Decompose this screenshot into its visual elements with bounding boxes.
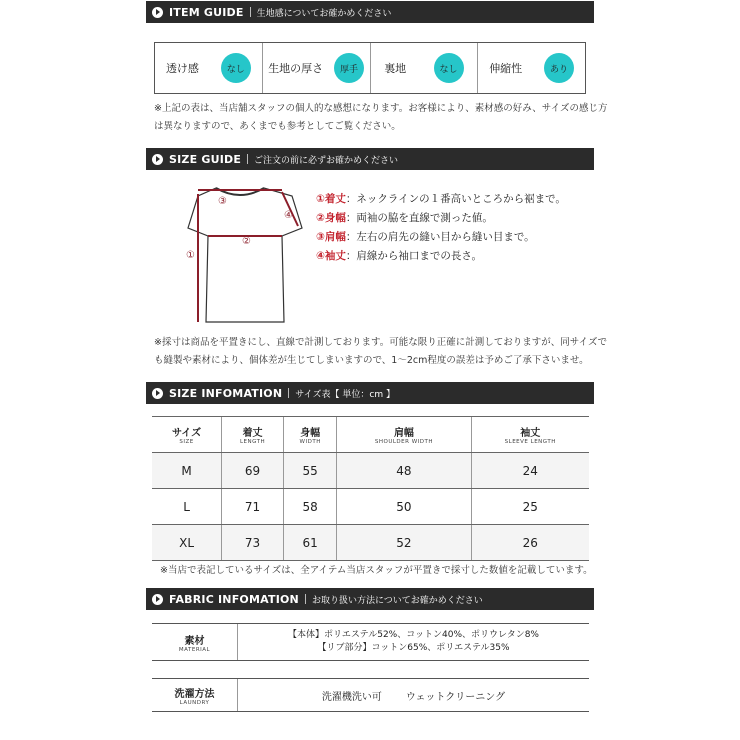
cell-sleeve: 25: [471, 489, 589, 525]
attr-value-badge: なし: [221, 53, 251, 83]
attr-value-badge: 厚手: [334, 53, 364, 83]
header-shoulder-width: 肩幅 SHOULDER WIDTH: [337, 417, 471, 453]
material-row: [152, 623, 589, 661]
section-title: SIZE GUIDE: [169, 152, 242, 166]
table-header-row: [152, 417, 589, 453]
size-guide-header: [146, 148, 594, 170]
cell-sleeve: 24: [471, 453, 589, 489]
arrow-circle-icon: [152, 154, 163, 165]
note-line: も縫製や素材により、個体差が生じてしまいますので、1〜2cm程度の誤差は予めご了承下さいませ。: [154, 355, 589, 366]
cell-shoulder: 52: [337, 525, 471, 561]
cell-size: L: [152, 489, 222, 525]
note-line: は異なりますので、あくまでも参考としてご覧ください。: [154, 121, 401, 132]
mark-length: ①: [186, 250, 195, 261]
cell-width: 61: [284, 525, 337, 561]
laundry-value: 洗濯機洗い可 ウェットクリーニング: [321, 691, 506, 703]
section-subtitle: ご注文の前に必ずお確かめください: [254, 155, 399, 166]
header-sleeve-length: 袖丈 SLEEVE LENGTH: [471, 417, 589, 453]
note-line: ※上記の表は、当店舗スタッフの個人的な感想になります。お客様により、素材感の好み、サイズの感じ方: [154, 103, 608, 114]
arrow-circle-icon: [152, 388, 163, 399]
fabric-feel-table: [154, 42, 586, 94]
attr-label: 伸縮性: [489, 62, 523, 75]
attr-transparency: [155, 43, 263, 93]
cell-length: 71: [222, 489, 284, 525]
attr-label: 裏地: [384, 62, 407, 75]
arrow-circle-icon: [152, 594, 163, 605]
note-line: ※採寸は商品を平置きにし、直線で計測しております。可能な限り正確に計測しておりますが、同サイズで: [154, 337, 607, 348]
size-guide-note: [154, 334, 607, 370]
size-info-header: [146, 382, 594, 404]
item-guide-header: [146, 1, 594, 23]
cell-size: XL: [152, 525, 222, 561]
table-row: [152, 453, 589, 489]
fabric-info-header: [146, 588, 594, 610]
measure-shoulder-width: ③肩幅：左右の肩先の縫い目から縫い目まで。: [316, 231, 535, 243]
measure-body-width: ②身幅：両袖の脇を直線で測った値。: [316, 212, 493, 224]
mark-sleeve-length: ④: [284, 210, 293, 221]
tshirt-outline: [188, 188, 302, 322]
arrow-circle-icon: [152, 7, 163, 18]
mark-body-width: ②: [242, 236, 251, 247]
measure-length: ①着丈：ネックラインの１番高いところから裾まで。: [316, 193, 566, 205]
measure-sleeve-length: ④袖丈：肩線から袖口までの長さ。: [316, 250, 482, 262]
attr-label: 生地の厚さ: [268, 62, 324, 75]
section-subtitle: サイズ表【 単位：cm 】: [295, 389, 395, 400]
material-header: 素材 MATERIAL: [152, 624, 238, 660]
attr-thickness: [263, 43, 371, 93]
tshirt-measurement-diagram: [170, 178, 310, 328]
laundry-row: [152, 678, 589, 712]
cell-length: 69: [222, 453, 284, 489]
size-table: [152, 416, 589, 561]
cell-shoulder: 50: [337, 489, 471, 525]
cell-length: 73: [222, 525, 284, 561]
section-title: ITEM GUIDE: [169, 5, 244, 19]
cell-shoulder: 48: [337, 453, 471, 489]
table-row: [152, 489, 589, 525]
table-row: [152, 525, 589, 561]
attr-stretch: [478, 43, 585, 93]
cell-width: 55: [284, 453, 337, 489]
attr-value-badge: あり: [544, 53, 574, 83]
measurement-definitions: [316, 190, 566, 266]
attr-label: 透け感: [165, 62, 199, 75]
section-title: FABRIC INFOMATION: [169, 592, 299, 606]
size-info-note: ※当店で表記しているサイズは、全アイテム当店スタッフが平置きで採寸した数値を記載しています。: [160, 565, 593, 576]
section-subtitle: お取り扱い方法についてお確かめください: [311, 595, 483, 606]
material-value: 【本体】ポリエステル52%、コットン40%、ポリウレタン8% 【リブ部分】コットン65%、ポリエステル35%: [288, 630, 539, 653]
cell-size: M: [152, 453, 222, 489]
cell-width: 58: [284, 489, 337, 525]
cell-sleeve: 26: [471, 525, 589, 561]
attr-lining: [371, 43, 479, 93]
header-size: サイズ SIZE: [152, 417, 222, 453]
item-guide-note: [154, 100, 608, 136]
laundry-header: 洗濯方法 LAUNDRY: [152, 679, 238, 711]
header-width: 身幅 WIDTH: [284, 417, 337, 453]
attr-value-badge: なし: [434, 53, 464, 83]
section-title: SIZE INFOMATION: [169, 386, 283, 400]
header-length: 着丈 LENGTH: [222, 417, 284, 453]
mark-shoulder-width: ③: [218, 196, 227, 207]
section-subtitle: 生地感についてお確かめください: [256, 8, 392, 19]
